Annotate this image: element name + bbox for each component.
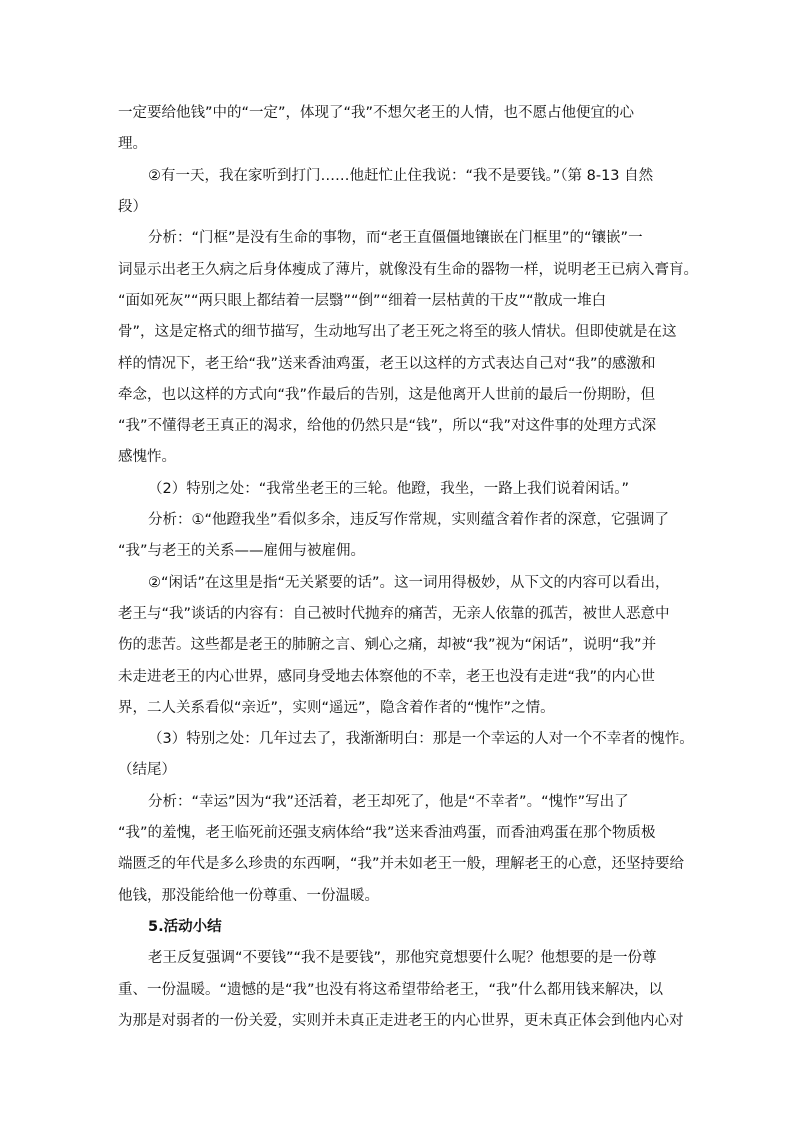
text-line: 段） bbox=[118, 199, 147, 215]
text-line: 理。 bbox=[118, 136, 147, 152]
section-line: （3）特别之处：几年过去了，我渐渐明白：那是一个幸运的人对一个不幸者的愧怍。 bbox=[148, 731, 694, 747]
analysis-line: 分析：“幸运”因为“我”还活着，老王却死了，他是“不幸者”。“愧怍”写出了 bbox=[148, 794, 629, 810]
analysis-line: ②“闲话”在这里是指“无关紧要的话”。这一词用得极妙，从下文的内容可以看出， bbox=[148, 575, 670, 591]
text-line: “我”与老王的关系——雇佣与被雇佣。 bbox=[118, 543, 366, 559]
text-line: “面如死灰”“两只眼上都结着一层翳”“倒”“细着一层枯黄的干皮”“散成一堆白 bbox=[118, 293, 607, 309]
text-line: 样的情况下，老王给“我”送来香油鸡蛋，老王以这样的方式表达自己对“我”的感激和 bbox=[118, 356, 656, 372]
text-line: 伤的悲苦。这些都是老王的肺腑之言、剜心之痛，却被“我”视为“闲话”，说明“我”并 bbox=[118, 637, 657, 653]
text-line: 为那是对弱者的一份关爱，实则并未真正走进老王的内心世界，更未真正体会到他内心对 bbox=[118, 1013, 684, 1029]
quote-line: ②有一天，我在家听到打门……他赶忙止住我说：“我不是要钱。”（第 8-13 自然 bbox=[148, 168, 654, 184]
text-line: “我”的羞愧，老王临死前还强支病体给“我”送来香油鸡蛋，而香油鸡蛋在那个物质极 bbox=[118, 825, 656, 841]
text-line: 骨”，这是定格式的细节描写，生动地写出了老王死之将至的骇人情状。但即使就是在这 bbox=[118, 324, 677, 340]
text-line: （结尾） bbox=[118, 762, 176, 778]
text-line: 端匮乏的年代是多么珍贵的东西啊，“我”并未如老王一般，理解老王的心意，还坚持要给 bbox=[118, 856, 685, 872]
section-line: （2）特别之处：“我常坐老王的三轮。他蹬，我坐，一路上我们说着闲话。” bbox=[148, 481, 629, 497]
text-line: “我”不懂得老王真正的渴求，给他的仍然只是“钱”，所以“我”对这件事的处理方式深 bbox=[118, 418, 657, 434]
text-line: 一定要给他钱”中的“一定”，体现了“我”不想欠老王的人情，也不愿占他便宜的心 bbox=[118, 105, 635, 121]
text-line: 感愧怍。 bbox=[118, 449, 176, 465]
text-line: 未走进老王的内心世界，感同身受地去体察他的不幸，老王也没有走进“我”的内心世 bbox=[118, 669, 656, 685]
analysis-line: 分析：①“他蹬我坐”看似多余，违反写作常规，实则蕴含着作者的深意，它强调了 bbox=[148, 512, 670, 528]
section-heading: 5.活动小结 bbox=[148, 919, 222, 935]
text-line: 界，二人关系看似“亲近”，实则“遥远”，隐含着作者的“愧怍”之情。 bbox=[118, 700, 555, 716]
text-line: 他钱，那没能给他一份尊重、一份温暖。 bbox=[118, 888, 379, 904]
summary-line: 老王反复强调“不要钱”“我不是要钱”，那他究竟想要什么呢？他想要的是一份尊 bbox=[148, 950, 657, 966]
text-line: 词显示出老王久病之后身体瘦成了薄片，就像没有生命的器物一样，说明老王已病入膏肓。 bbox=[118, 262, 698, 278]
text-line: 老王与“我”谈话的内容有：自己被时代抛弃的痛苦，无亲人依靠的孤苦，被世人恶意中 bbox=[118, 606, 670, 622]
text-line: 重、一份温暖。“遗憾的是“我”也没有将这希望带给老王，“我”什么都用钱来解决，以 bbox=[118, 982, 664, 998]
analysis-line: 分析：“门框”是没有生命的事物，而“老王直僵僵地镶嵌在门框里”的“镶嵌”一 bbox=[148, 230, 643, 246]
text-line: 牵念，也以这样的方式向“我”作最后的告别，这是他离开人世前的最后一份期盼，但 bbox=[118, 387, 656, 403]
